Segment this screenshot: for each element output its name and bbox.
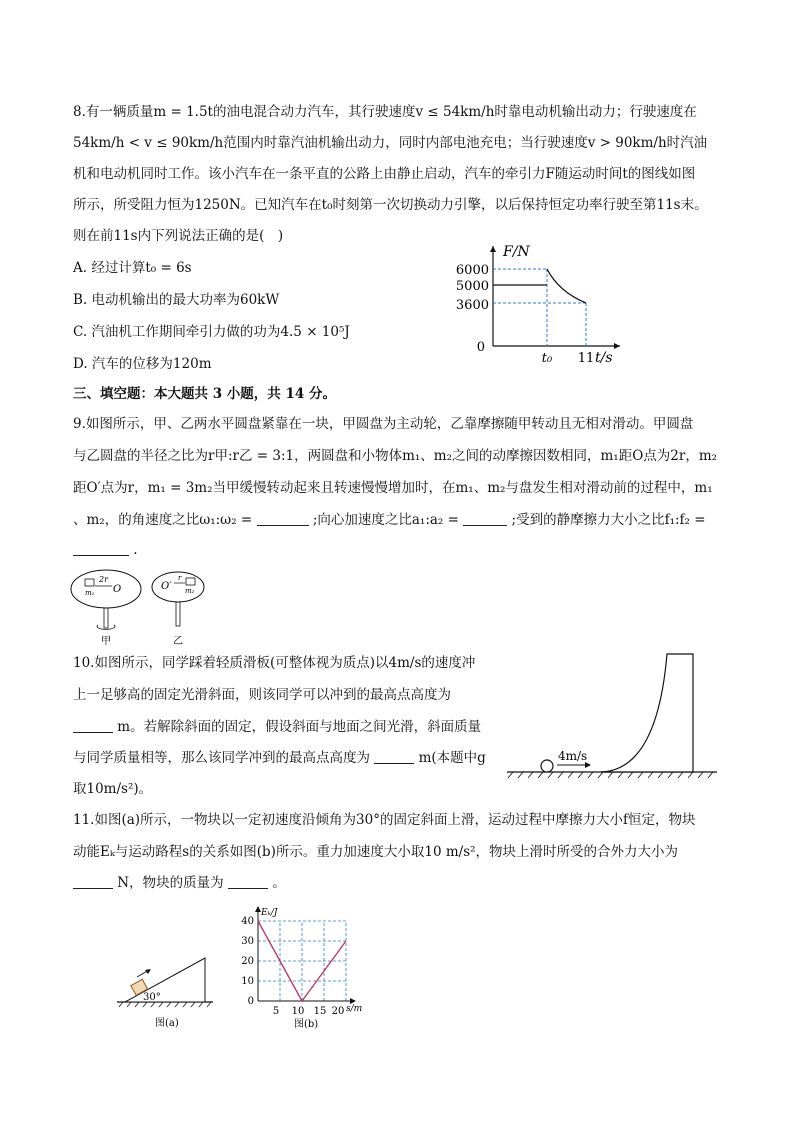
x-tick-15: 15 xyxy=(313,1006,327,1017)
q10-line-2: 上一足够高的固定光滑斜面，则该同学可以冲到的最高点高度为 xyxy=(73,687,451,703)
student-ball xyxy=(541,760,553,772)
m1-label: m₁ xyxy=(85,589,95,597)
q9-line-1: 9.如图所示，甲、乙两水平圆盘紧靠在一块，甲圆盘为主动轮，乙靠摩擦随甲转动且无相对滑动。甲圆盘 xyxy=(73,416,694,432)
q10-line-3 xyxy=(73,717,481,737)
y-tick-0: 0 xyxy=(247,996,254,1007)
ground-hatching xyxy=(508,772,713,778)
x-tick-10: 10 xyxy=(291,1006,305,1017)
origin-label: 0 xyxy=(476,340,485,355)
radius-r-label: r xyxy=(178,574,182,582)
center-o-prime-label: O′ xyxy=(161,581,172,592)
q10-line-4-end: m(本题中g xyxy=(418,750,486,766)
q8-line-1: 8.有一辆质量m = 1.5t的油电混合动力汽车，其行驶速度v ≤ 54km/h时靠电动机输出动力；行驶速度在 xyxy=(73,104,697,120)
q9-line-3: 距O′点为r，m₁ = 3m₂当甲缓慢转动起来且转速慢慢增加时，在m₁、m₂与盘发生相对滑动前的过程中，m₁ xyxy=(73,480,713,496)
q11-line-3 xyxy=(73,873,286,893)
q11-figure-b-chart xyxy=(232,900,372,1035)
chart-y-label: Eₖ/J xyxy=(261,908,278,918)
angle-label: 30° xyxy=(143,992,161,1003)
q8-option-d: D. 汽车的位移为120m xyxy=(73,356,212,372)
x-tick-t0: t₀ xyxy=(541,351,553,366)
q8-option-b: B. 电动机输出的最大功率为60kW xyxy=(73,292,280,308)
q11-line-3-text: N，物块的质量为 xyxy=(117,875,224,891)
speed-label: 4m/s xyxy=(558,749,588,763)
q11-blank-2[interactable] xyxy=(228,874,268,889)
q8-line-5: 则在前11s内下列说法正确的是( ) xyxy=(73,228,284,244)
q9-line-5-end: . xyxy=(133,542,138,558)
q8-line-2: 54km/h < v ≤ 90km/h范围内时靠汽油机输出动力，同时内部电池充电；当行驶速度v > 90km/h时汽油 xyxy=(73,135,708,151)
y-tick-3600: 3600 xyxy=(455,298,489,313)
q11-blank-1[interactable] xyxy=(73,874,113,889)
q9-friction-text: ;受到的静摩擦力大小之比f₁:f₂ = xyxy=(511,512,706,528)
q9-line-2: 与乙圆盘的半径之比为r甲:r乙 = 3:1，两圆盘和小物体m₁、m₂之间的动摩擦因数相同，m₁距O点为2r，m₂ xyxy=(73,448,718,464)
x-axis-label: t/s xyxy=(595,350,613,366)
x-axis-arrow xyxy=(614,343,620,349)
q9-line-5 xyxy=(73,540,138,560)
y-tick-30: 30 xyxy=(241,936,254,947)
q9-blank-3[interactable] xyxy=(73,541,129,556)
figure-b-caption: 图(b) xyxy=(294,1019,319,1030)
curved-slope xyxy=(601,654,693,772)
m2-label: m₂ xyxy=(185,587,195,595)
q8-option-c: C. 汽油机工作期间牵引力做的功为4.5 × 10⁵J xyxy=(73,324,350,340)
q8-force-time-graph xyxy=(455,238,635,368)
y-tick-6000: 6000 xyxy=(455,263,489,278)
q9-line-4 xyxy=(73,510,706,530)
y-tick-40: 40 xyxy=(241,916,254,927)
x-tick-11: 11 xyxy=(577,351,595,366)
figure-a-caption: 图(a) xyxy=(155,1018,179,1029)
q10-blank-1[interactable] xyxy=(73,718,113,733)
y-tick-10: 10 xyxy=(241,976,254,987)
q10-line-1: 10.如图所示，同学踩着轻质滑板(可整体视为质点)以4m/s的速度冲 xyxy=(73,655,476,671)
q11-line-3-end: 。 xyxy=(272,875,286,891)
shaft-yi xyxy=(176,602,180,626)
force-decreasing-curve xyxy=(547,269,586,303)
q10-line-4-text: 与同学质量相等，那么该同学冲到的最高点高度为 xyxy=(73,750,370,766)
q9-blank-1[interactable] xyxy=(257,511,309,526)
q10-line-5: 取10m/s²)。 xyxy=(73,781,153,797)
q8-option-a: A. 经过计算t₀ = 6s xyxy=(73,260,192,276)
center-o-label: O xyxy=(113,584,122,595)
q9-acceleration-text: ;向心加速度之比a₁:a₂ = xyxy=(312,512,459,528)
jia-label: 甲 xyxy=(101,636,111,647)
x-tick-20: 20 xyxy=(331,1006,345,1017)
shaft-jia xyxy=(104,608,108,628)
q10-curved-slope-figure xyxy=(505,648,720,780)
y-tick-20: 20 xyxy=(241,956,254,967)
q10-blank-2[interactable] xyxy=(374,749,414,764)
x-tick-5: 5 xyxy=(272,1006,280,1017)
y-axis-arrow xyxy=(490,246,496,252)
incline xyxy=(125,958,205,1002)
q8-line-3: 机和电动机同时工作。该小汽车在一条平直的公路上由静止启动，汽车的牵引力F随运动时间t的图线如图 xyxy=(73,166,696,182)
y-tick-5000: 5000 xyxy=(455,279,489,294)
base-hatching xyxy=(119,1002,211,1007)
q10-line-4 xyxy=(73,748,486,768)
section-3-heading: 三、填空题：本大题共 3 小题，共 14 分。 xyxy=(73,386,336,402)
q9-angular-velocity-text: 、m₂，的角速度之比ω₁:ω₂ = xyxy=(73,512,253,528)
chart-x-label: s/m xyxy=(346,1004,363,1014)
y-axis-label: F/N xyxy=(503,244,530,260)
q11-line-1: 11.如图(a)所示，一物块以一定初速度沿倾角为30°的固定斜面上滑，运动过程中摩擦力大小f恒定，物块 xyxy=(73,812,696,828)
q8-line-4: 所示，所受阻力恒为1250N。已知汽车在t₀时刻第一次切换动力引擎，以后保持恒定功率行驶至第11s末。 xyxy=(73,197,708,213)
q10-line-3-text: m。若解除斜面的固定，假设斜面与地面之间光滑，斜面质量 xyxy=(117,719,482,735)
q11-line-2: 动能Eₖ与运动路程s的关系如图(b)所示。重力加速度大小取10 m/s²，物块上滑时所受的合外力大小为 xyxy=(73,844,679,860)
q9-discs-figure xyxy=(68,565,218,647)
q11-figure-a xyxy=(115,950,215,1035)
block-m2 xyxy=(186,578,195,585)
q9-blank-2[interactable] xyxy=(463,511,507,526)
radius-2r-label: 2r xyxy=(99,575,108,584)
rotation-arrow-icon xyxy=(97,625,115,629)
yi-label: 乙 xyxy=(173,636,183,647)
block-m1 xyxy=(85,579,94,586)
chart-grid xyxy=(258,921,346,1001)
